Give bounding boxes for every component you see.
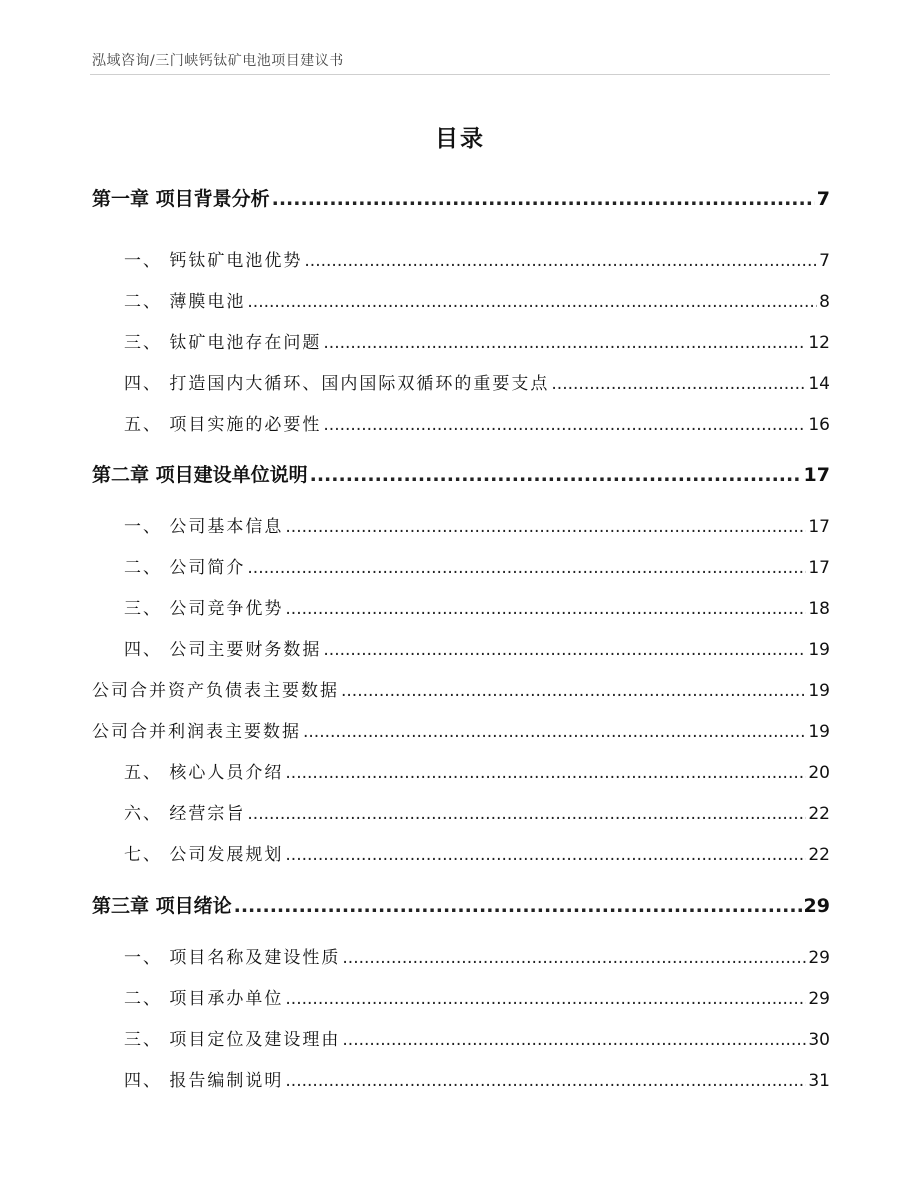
header-divider bbox=[90, 74, 830, 75]
toc-dot-leader bbox=[342, 948, 806, 968]
toc-page-number: 29 bbox=[808, 948, 830, 968]
toc-section-entry[interactable] bbox=[92, 1066, 830, 1091]
toc-entry-label: 二、 薄膜电池 bbox=[124, 292, 246, 312]
toc-entry-label: 一、 公司基本信息 bbox=[124, 517, 284, 537]
toc-section-entry[interactable] bbox=[92, 676, 830, 701]
toc-section-entry[interactable] bbox=[92, 717, 830, 742]
toc-dot-leader bbox=[323, 333, 806, 353]
toc-dot-leader bbox=[285, 1071, 806, 1091]
toc-page-number: 29 bbox=[803, 895, 830, 917]
toc-entry-label: 五、 核心人员介绍 bbox=[124, 763, 284, 783]
toc-page-number: 20 bbox=[808, 763, 830, 783]
toc-dot-leader bbox=[304, 251, 817, 271]
toc-entry-label: 第一章 项目背景分析 bbox=[92, 188, 270, 210]
toc-section-entry[interactable] bbox=[92, 553, 830, 578]
toc-section-entry[interactable] bbox=[92, 287, 830, 312]
toc-page-number: 31 bbox=[808, 1071, 830, 1091]
running-header: 泓域咨询/三门峡钙钛矿电池项目建议书 bbox=[92, 53, 344, 69]
toc-dot-leader bbox=[285, 599, 806, 619]
toc-section-entry[interactable] bbox=[92, 758, 830, 783]
toc-dot-leader bbox=[247, 292, 817, 312]
toc-page-number: 14 bbox=[808, 374, 830, 394]
toc-page-number: 8 bbox=[819, 292, 830, 312]
toc-page-number: 7 bbox=[819, 251, 830, 271]
toc-page-number: 17 bbox=[803, 464, 830, 486]
toc-chapter-entry[interactable] bbox=[92, 460, 830, 487]
toc-page-number: 17 bbox=[808, 517, 830, 537]
toc-dot-leader bbox=[323, 640, 806, 660]
toc-section-entry[interactable] bbox=[92, 369, 830, 394]
toc-entry-label: 七、 公司发展规划 bbox=[124, 845, 284, 865]
toc-section-entry[interactable] bbox=[92, 328, 830, 353]
toc-entry-label: 第三章 项目绪论 bbox=[92, 895, 232, 917]
toc-section-entry[interactable] bbox=[92, 799, 830, 824]
toc-section-entry[interactable] bbox=[92, 594, 830, 619]
toc-dot-leader bbox=[285, 989, 806, 1009]
toc-entry-label: 公司合并利润表主要数据 bbox=[92, 722, 301, 742]
toc-section-entry[interactable] bbox=[92, 840, 830, 865]
toc-section-entry[interactable] bbox=[92, 635, 830, 660]
toc-title: 目录 bbox=[435, 126, 485, 152]
toc-entry-label: 三、 公司竞争优势 bbox=[124, 599, 284, 619]
toc-page-number: 19 bbox=[808, 681, 830, 701]
toc-entry-label: 一、 钙钛矿电池优势 bbox=[124, 251, 303, 271]
toc-dot-leader bbox=[342, 1030, 806, 1050]
toc-section-entry[interactable] bbox=[92, 943, 830, 968]
toc-dot-leader bbox=[247, 558, 806, 578]
toc-section-entry[interactable] bbox=[92, 1025, 830, 1050]
toc-section-entry[interactable] bbox=[92, 410, 830, 435]
toc-page-number: 7 bbox=[816, 188, 830, 210]
toc-entry-label: 一、 项目名称及建设性质 bbox=[124, 948, 341, 968]
toc-entry-label: 三、 项目定位及建设理由 bbox=[124, 1030, 341, 1050]
toc-page-number: 17 bbox=[808, 558, 830, 578]
toc-dot-leader bbox=[285, 517, 806, 537]
toc-page-number: 18 bbox=[808, 599, 830, 619]
toc-dot-leader bbox=[272, 188, 815, 210]
toc-page-number: 30 bbox=[808, 1030, 830, 1050]
toc-dot-leader bbox=[285, 763, 806, 783]
toc-section-entry[interactable] bbox=[92, 512, 830, 537]
toc-entry-label: 六、 经营宗旨 bbox=[124, 804, 246, 824]
toc-page-number: 19 bbox=[808, 640, 830, 660]
toc-entry-label: 公司合并资产负债表主要数据 bbox=[92, 681, 339, 701]
toc-dot-leader bbox=[234, 895, 802, 917]
toc-entry-label: 第二章 项目建设单位说明 bbox=[92, 464, 308, 486]
toc-entry-label: 四、 打造国内大循环、国内国际双循环的重要支点 bbox=[124, 374, 550, 394]
toc-page-number: 16 bbox=[808, 415, 830, 435]
toc-section-entry[interactable] bbox=[92, 246, 830, 271]
toc-page-number: 22 bbox=[808, 804, 830, 824]
toc-dot-leader bbox=[247, 804, 806, 824]
toc-dot-leader bbox=[341, 681, 806, 701]
toc-page-number: 12 bbox=[808, 333, 830, 353]
toc-dot-leader bbox=[551, 374, 806, 394]
toc-section-entry[interactable] bbox=[92, 984, 830, 1009]
toc-entry-label: 三、 钛矿电池存在问题 bbox=[124, 333, 322, 353]
toc-entry-label: 二、 公司简介 bbox=[124, 558, 246, 578]
toc-entry-label: 五、 项目实施的必要性 bbox=[124, 415, 322, 435]
toc-dot-leader bbox=[285, 845, 806, 865]
toc-dot-leader bbox=[303, 722, 806, 742]
toc-entry-label: 二、 项目承办单位 bbox=[124, 989, 284, 1009]
toc-page-number: 19 bbox=[808, 722, 830, 742]
toc-chapter-entry[interactable] bbox=[92, 891, 830, 918]
toc-dot-leader bbox=[310, 464, 802, 486]
toc-entry-label: 四、 报告编制说明 bbox=[124, 1071, 284, 1091]
toc-chapter-entry[interactable] bbox=[92, 184, 830, 211]
toc-entry-label: 四、 公司主要财务数据 bbox=[124, 640, 322, 660]
toc-dot-leader bbox=[323, 415, 806, 435]
toc-page-number: 29 bbox=[808, 989, 830, 1009]
toc-page-number: 22 bbox=[808, 845, 830, 865]
